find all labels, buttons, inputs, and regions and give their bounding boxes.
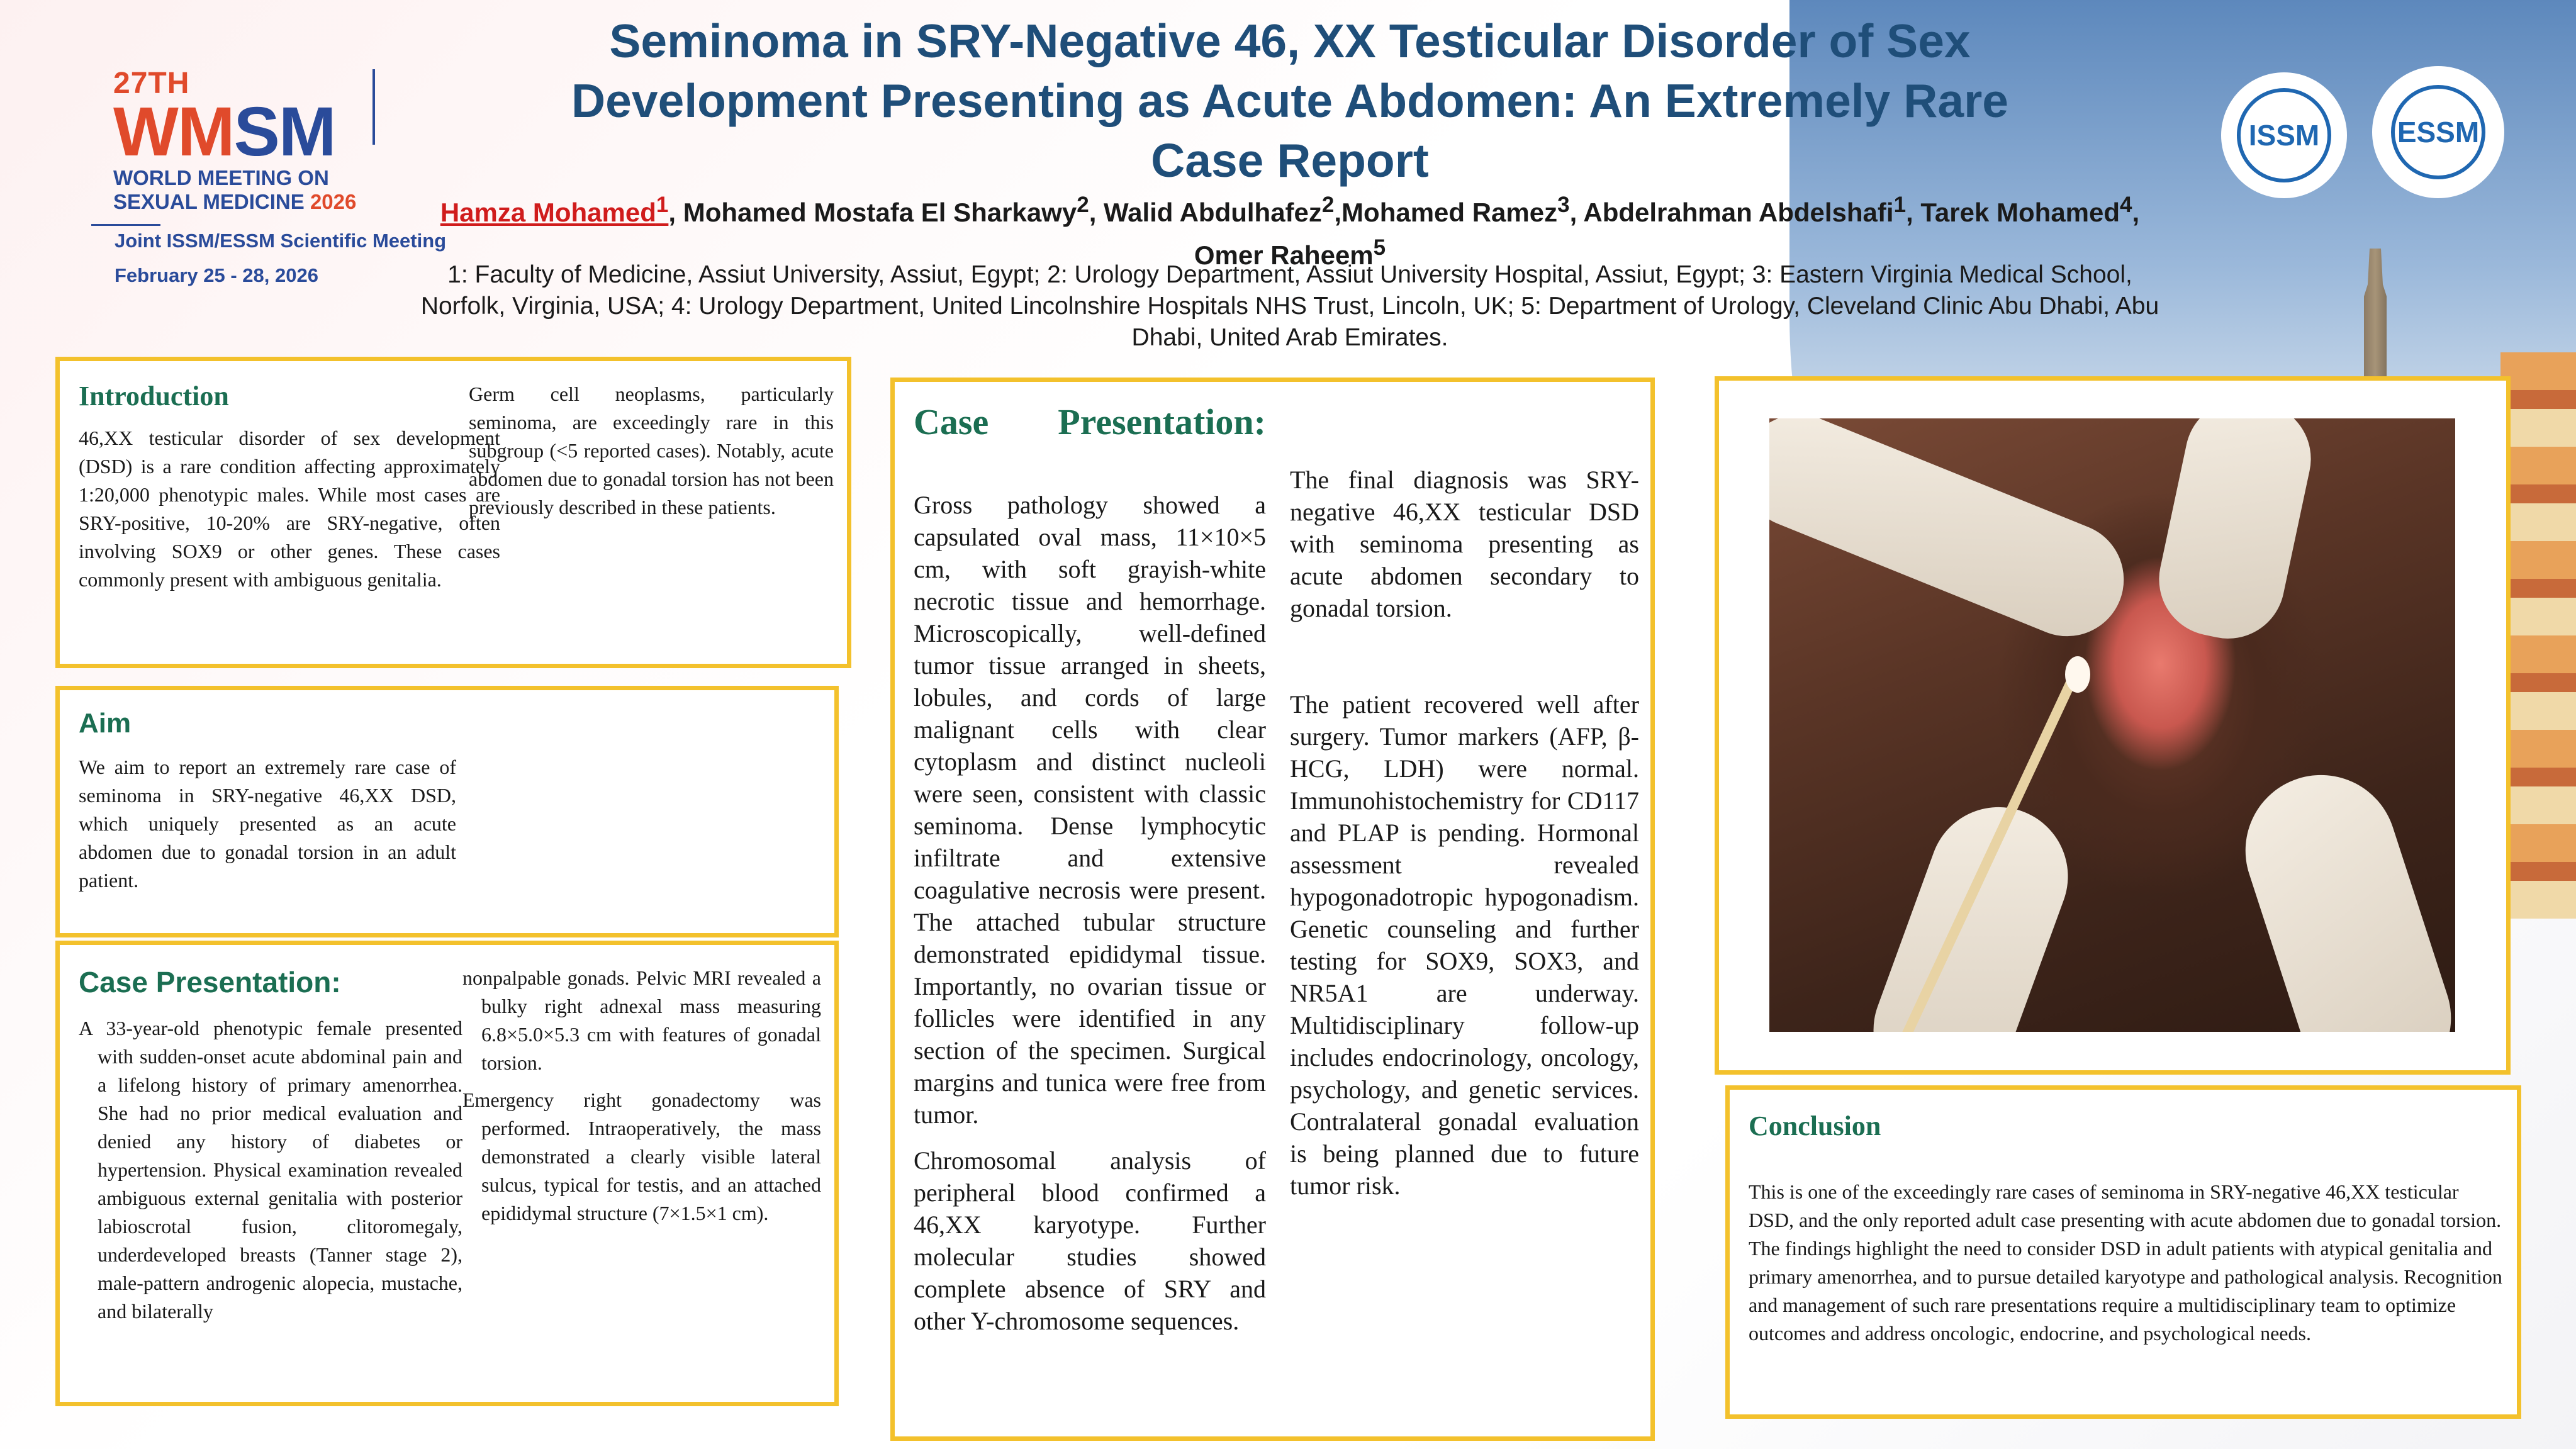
gloved-hand	[1854, 788, 2088, 1032]
author: Tarek Mohamed$^4$	[1920, 193, 2132, 227]
gloved-hand	[2226, 756, 2455, 1032]
karyotype-paragraph: Chromosomal analysis of peripheral blood confirmed a 46,XX karyotype. Further molecular studies showed complete absence of SRY and other Y-chromosome sequences.	[914, 1146, 1266, 1335]
logo-brand: WMSM	[113, 93, 335, 171]
surgery-paragraph: Emergency right gonadectomy was performed. Intraoperatively, the mass demonstrated a clearly visible lateral sulcus, typical for testis, and an attached epididymal structure (7×1.5×1 cm).	[462, 1088, 821, 1224]
first-author: Hamza Mohamed$^1$	[440, 193, 669, 227]
logo-meeting-name: WORLD MEETING ON SEXUAL MEDICINE 2026	[113, 166, 357, 213]
logo-edition: 27TH	[113, 67, 190, 100]
gloved-hand	[1769, 418, 2141, 653]
issm-seal	[2221, 72, 2347, 198]
introduction-text-col1: 46,XX testicular disorder of sex development (DSD) is a rare condition affecting approximately 1:20,000 phenotypic males. While most cases are SRY-positive, 10-20% are SRY-negative, often involving SOX9 or other genes. These cases commonly present with ambiguous genitalia.	[79, 427, 500, 591]
pathology-paragraph: Gross pathology showed a capsulated oval mass, 11×10×5 cm, with soft grayish-white necrotic tissue and hemorrhage. Microscopically, well-defined tumor tissue arranged in sheets, lobules, and cords of large malignant cells with clear cytoplasm and distinct nucleoli were seen, consistent with classic seminoma. Dense lymphocytic infiltrate and extensive coagulative necrosis were present. The attached tubular structure demonstrated epididymal tissue. Importantly, no ovarian tissue or follicles were identified in any section of the specimen. Surgical margins and tunica were free from tumor.	[914, 491, 1266, 1129]
followup-paragraph: The patient recovered well after surgery. Tumor markers (AFP, β-HCG, LDH) were normal. Immunohistochemistry for CD117 and PLAP is pending. Hormonal assessment revealed hypogonadotropic hypogonadism. Genetic counseling and further testing for SOX9, SOX3, and NR5A1 are underway. Multidisciplinary follow-up includes endocrinology, oncology, psychology, and genetic services. Contralateral gonadal evaluation is being planned due to future tumor risk.	[1290, 690, 1639, 1200]
introduction-title: Introduction	[79, 381, 229, 411]
author: Omer Raheem$^5$	[1194, 235, 1386, 270]
diagnosis-paragraph: The final diagnosis was SRY-negative 46,XX testicular DSD with seminoma presenting as acute abdomen secondary to gonadal torsion.	[1290, 466, 1639, 622]
case-presentation-panel-2	[890, 378, 1655, 1441]
clinical-photo	[1769, 418, 2455, 1032]
case-presentation-2-col2	[1290, 464, 1639, 1202]
case-presentation-col2	[462, 964, 821, 1236]
case-presentation-title: Case Presentation:	[79, 966, 341, 999]
aim-text: We aim to report an extremely rare case of seminoma in SRY-negative 46,XX DSD, which uniquely presented as an acute abdomen due to gonadal torsion in an adult patient.	[79, 756, 456, 892]
introduction-panel	[55, 357, 851, 668]
author: Walid Abdulhafez$^2$	[1104, 193, 1335, 227]
author-list: Hamza Mohamed$^1$, Mohamed Mostafa El Sharkawy$^2$, Walid Abdulhafez$^2$,Mohamed Ramez$^3$, Abdelrahman Abdelshafi$^1$, Tarek Mohamed$^4$, Omer Raheem$^5$	[440, 193, 2140, 270]
essm-seal-label: ESSM	[2391, 85, 2485, 179]
joint-meeting-label: Joint ISSM/ESSM Scientific Meeting	[115, 230, 447, 252]
conclusion-title: Conclusion	[1749, 1111, 1881, 1141]
issm-seal-label: ISSM	[2237, 88, 2331, 182]
conclusion-text: This is one of the exceedingly rare cases of seminoma in SRY-negative 46,XX testicular DSD, and the only reported adult case presenting with acute abdomen due to gonadal torsion. The findings highlight the need to consider DSD in adult patients with atypical genitalia and primary amenorrhea, and to pursue detailed karyotype and pathological analysis. Recognition and management of such rare presentations require a multidisciplinary team to optimize outcomes and address oncologic, endocrine, and psychological needs.	[1749, 1180, 2502, 1345]
gloved-hand	[2149, 418, 2322, 649]
case-presentation-2-col1	[914, 489, 1266, 1337]
case-presentation-col1: A 33-year-old phenotypic female presented with sudden-onset acute abdominal pain and a lifelong history of primary amenorrhea. She had no prior medical evaluation and denied any history of diabetes or hypertension. Physical examination revealed ambiguous external genitalia with posterior labioscrotal fusion, clitoromegaly, underdeveloped breasts (Tanner stage 2), male-pattern androgenic alopecia, mustache, and bilaterally	[79, 1017, 462, 1323]
aim-title: Aim	[79, 708, 132, 739]
background-city-strip	[2500, 352, 2576, 919]
meeting-dates: February 25 - 28, 2026	[115, 264, 318, 286]
introduction-text-col2: Germ cell neoplasms, particularly seminoma, are exceedingly rare in this subgroup (<5 reported cases). Notably, acute abdomen due to gonadal torsion has not been previously described in these patients.	[469, 383, 834, 518]
author: Mohamed Mostafa El Sharkawy$^2$	[683, 193, 1089, 227]
poster-title: Seminoma in SRY-Negative 46, XX Testicular Disorder of Sex Development Presenting as Acute Abdomen: An Extremely Rare Case Report	[571, 14, 2008, 187]
aim-panel	[55, 686, 839, 937]
conclusion-panel	[1725, 1085, 2521, 1419]
case-presentation-2-title: Case Presentation:	[914, 401, 1266, 442]
author: Abdelrahman Abdelshafi$^1$	[1583, 193, 1907, 227]
logo-rule	[91, 224, 160, 226]
cotton-swab-tip	[2065, 656, 2090, 693]
author: Mohamed Ramez$^3$	[1341, 193, 1570, 227]
mri-paragraph: nonpalpable gonads. Pelvic MRI revealed a bulky right adnexal mass measuring 6.8×5.0×5.3 cm with features of gonadal torsion.	[462, 966, 821, 1074]
essm-seal	[2372, 66, 2504, 198]
case-presentation-panel-1	[55, 941, 839, 1406]
clinical-photo-panel	[1715, 376, 2511, 1075]
affiliations: 1: Faculty of Medicine, Assiut University, Assiut, Egypt; 2: Urology Department, Assiut University Hospital, Assiut, Egypt; 3: Eastern Virginia Medical School, Norfolk, Virginia, USA; 4: Urology Department, United Lincolnshire Hospitals NHS Trust, Lincoln, UK; 5: Department of Urology, Cleveland Clinic Abu Dhabi, Abu Dhabi, United Arab Emirates.	[420, 261, 2159, 351]
logo-divider	[372, 69, 375, 145]
